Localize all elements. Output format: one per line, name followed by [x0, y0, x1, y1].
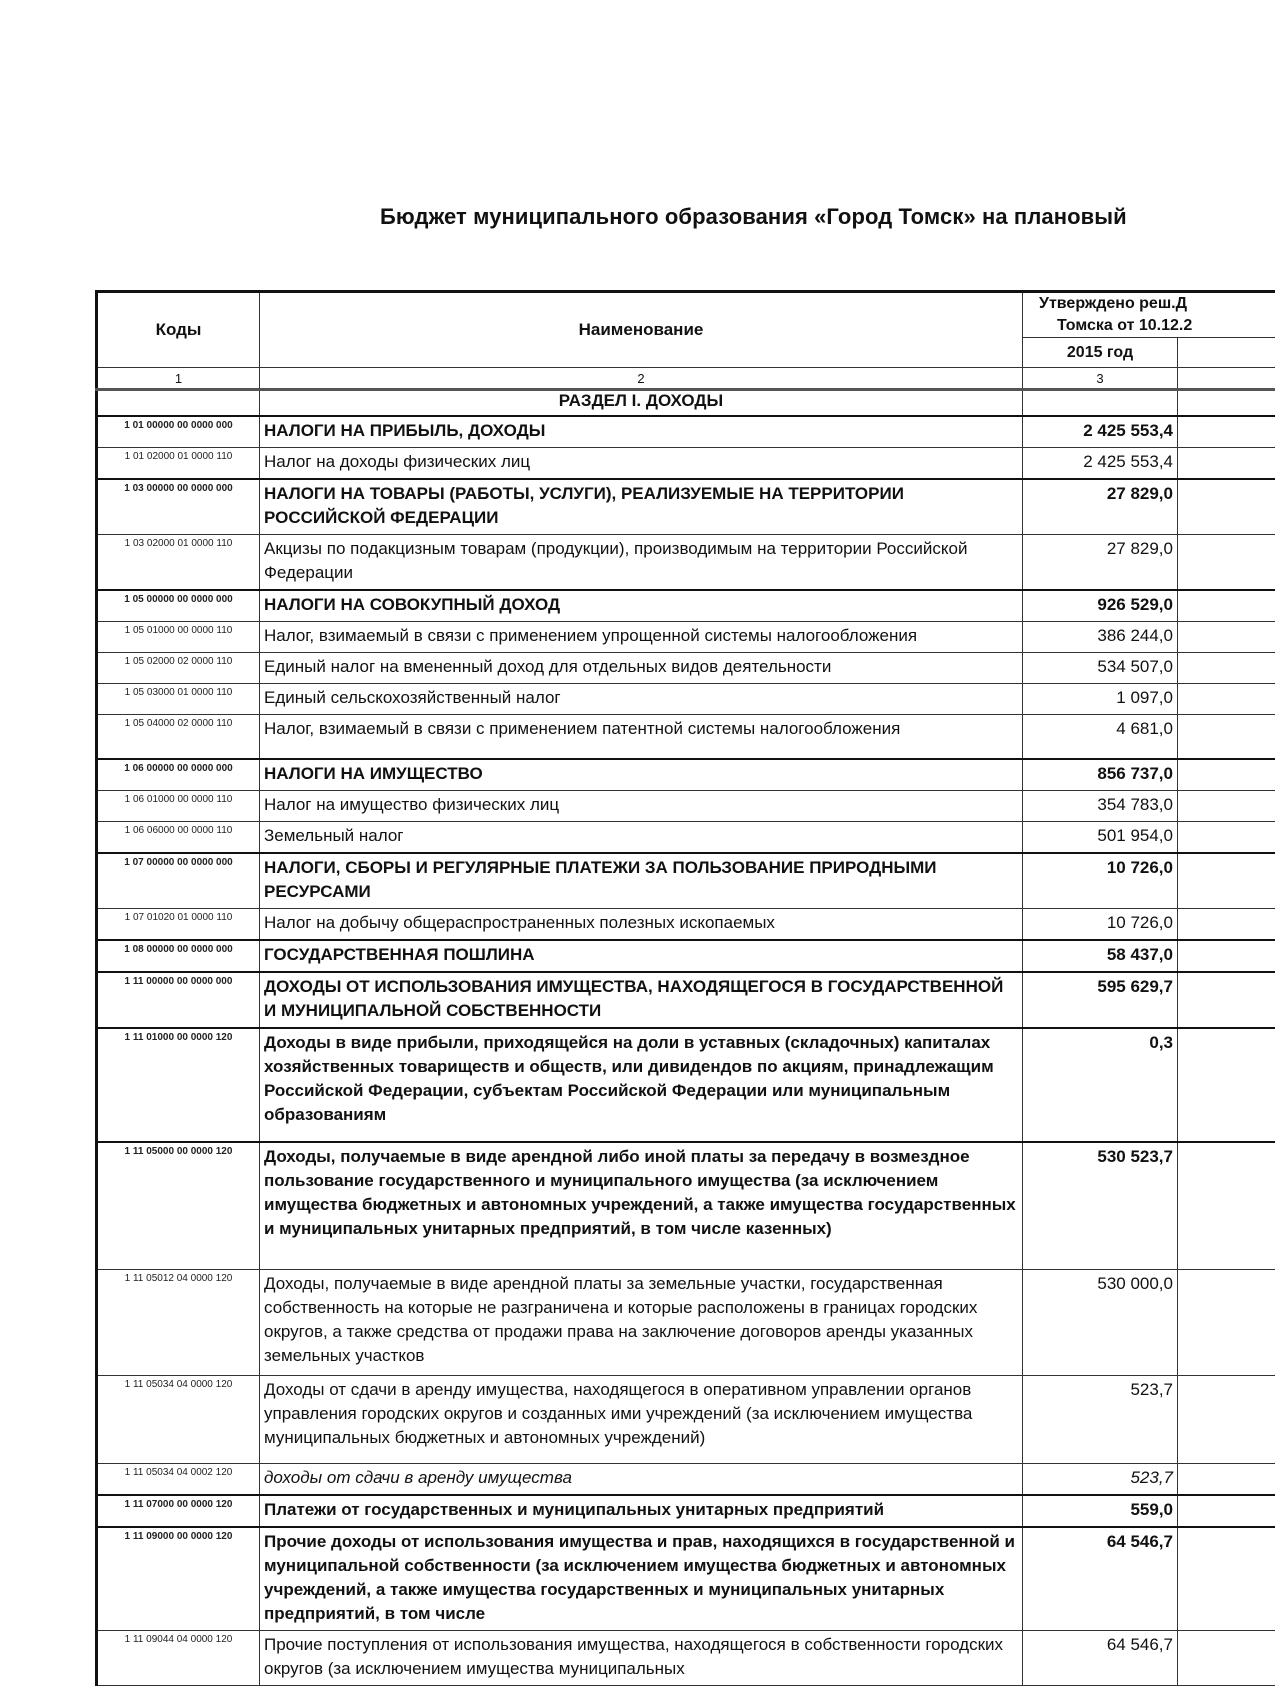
row-name: Налог на добычу общераспространенных полезных ископаемых [260, 908, 1023, 940]
table-row [97, 1028, 1275, 1142]
row-value-next [1178, 1142, 1275, 1270]
row-value-2015: 534 507,0 [1023, 653, 1178, 684]
row-code: 1 11 05012 04 0000 120 [97, 1270, 260, 1376]
table-row [97, 653, 1275, 684]
row-code: 1 05 00000 00 0000 000 [97, 590, 260, 622]
row-value-next [1178, 622, 1275, 653]
row-code: 1 06 00000 00 0000 000 [97, 759, 260, 791]
row-value-2015: 27 829,0 [1023, 535, 1178, 591]
table-row [97, 1527, 1275, 1631]
column-number-row [97, 368, 1275, 390]
row-name: Налог, взимаемый в связи с применением упрощенной системы налогообложения [260, 622, 1023, 653]
table-row [97, 479, 1275, 535]
table-row [97, 715, 1275, 759]
row-value-2015: 64 546,7 [1023, 1631, 1178, 1686]
row-value-next [1178, 416, 1275, 448]
row-value-next [1178, 790, 1275, 821]
column-number: 1 [97, 368, 260, 390]
row-code: 1 03 02000 01 0000 110 [97, 535, 260, 591]
budget-table [95, 290, 1275, 1686]
row-value-2015: 386 244,0 [1023, 622, 1178, 653]
row-code: 1 11 05034 04 0002 120 [97, 1464, 260, 1496]
row-code: 1 01 02000 01 0000 110 [97, 448, 260, 480]
header-approved-line1: Утверждено реш.Д [1039, 293, 1275, 315]
row-value-2015: 2 425 553,4 [1023, 448, 1178, 480]
row-value-2015: 501 954,0 [1023, 821, 1178, 853]
table-row [97, 1495, 1275, 1527]
row-name: Доходы, получаемые в виде арендной платы за земельные участки, государственная собственность на которые не разграничена и которые расположены в границах городских округов, а также средства от продажи права на заключение договоров аренды указанных земельных участков [260, 1270, 1023, 1376]
row-name: Налог на доходы физических лиц [260, 448, 1023, 480]
table-row [97, 1142, 1275, 1270]
row-code: 1 06 01000 00 0000 110 [97, 790, 260, 821]
row-value-next [1178, 1631, 1275, 1686]
row-value-next [1178, 715, 1275, 759]
row-value-2015: 354 783,0 [1023, 790, 1178, 821]
row-code: 1 11 07000 00 0000 120 [97, 1495, 260, 1527]
header-codes: Коды [97, 292, 260, 368]
row-name: ДОХОДЫ ОТ ИСПОЛЬЗОВАНИЯ ИМУЩЕСТВА, НАХОДЯЩЕГОСЯ В ГОСУДАРСТВЕННОЙ И МУНИЦИПАЛЬНОЙ СОБСТВЕННОСТИ [260, 972, 1023, 1028]
row-name: Единый сельскохозяйственный налог [260, 684, 1023, 715]
row-name: Доходы в виде прибыли, приходящейся на доли в уставных (складочных) капиталах хозяйственных товариществ и обществ, или дивидендов по акциям, принадлежащим Российской Федерации, субъектам Российской Федерации или муниципальным образованиям [260, 1028, 1023, 1142]
row-value-next [1178, 1464, 1275, 1496]
row-code: 1 05 01000 00 0000 110 [97, 622, 260, 653]
table-row [97, 535, 1275, 591]
row-value-2015: 58 437,0 [1023, 940, 1178, 972]
row-name: НАЛОГИ НА ИМУЩЕСТВО [260, 759, 1023, 791]
row-value-next [1178, 759, 1275, 791]
row-value-2015: 926 529,0 [1023, 590, 1178, 622]
row-name: НАЛОГИ, СБОРЫ И РЕГУЛЯРНЫЕ ПЛАТЕЖИ ЗА ПОЛЬЗОВАНИЕ ПРИРОДНЫМИ РЕСУРСАМИ [260, 853, 1023, 909]
table-row [97, 1376, 1275, 1464]
row-value-2015: 559,0 [1023, 1495, 1178, 1527]
row-value-2015: 530 523,7 [1023, 1142, 1178, 1270]
table-row [97, 416, 1275, 448]
row-code: 1 03 00000 00 0000 000 [97, 479, 260, 535]
table-row [97, 1631, 1275, 1686]
row-code: 1 05 03000 01 0000 110 [97, 684, 260, 715]
row-code: 1 05 02000 02 0000 110 [97, 653, 260, 684]
row-name: Единый налог на вмененный доход для отдельных видов деятельности [260, 653, 1023, 684]
row-value-next [1178, 653, 1275, 684]
row-code: 1 01 00000 00 0000 000 [97, 416, 260, 448]
row-value-next [1178, 1527, 1275, 1631]
row-code: 1 11 01000 00 0000 120 [97, 1028, 260, 1142]
row-value-2015: 2 425 553,4 [1023, 416, 1178, 448]
row-code: 1 11 05000 00 0000 120 [97, 1142, 260, 1270]
table-row [97, 940, 1275, 972]
table-row [97, 590, 1275, 622]
row-name: ГОСУДАРСТВЕННАЯ ПОШЛИНА [260, 940, 1023, 972]
row-value-next [1178, 972, 1275, 1028]
row-name: Доходы от сдачи в аренду имущества, находящегося в оперативном управлении органов управления городских округов и созданных ими учреждений (за исключением имущества муниципальных бюджетных и автономных учреждений) [260, 1376, 1023, 1464]
row-code: 1 11 00000 00 0000 000 [97, 972, 260, 1028]
row-name: НАЛОГИ НА ТОВАРЫ (РАБОТЫ, УСЛУГИ), РЕАЛИЗУЕМЫЕ НА ТЕРРИТОРИИ РОССИЙСКОЙ ФЕДЕРАЦИИ [260, 479, 1023, 535]
table-row [97, 790, 1275, 821]
row-value-next [1178, 1028, 1275, 1142]
row-code: 1 11 09000 00 0000 120 [97, 1527, 260, 1631]
column-number: 2 [260, 368, 1023, 390]
row-name: Прочие поступления от использования имущества, находящегося в собственности городских округов (за исключением имущества муниципальных [260, 1631, 1023, 1686]
row-name: НАЛОГИ НА СОВОКУПНЫЙ ДОХОД [260, 590, 1023, 622]
row-value-2015: 0,3 [1023, 1028, 1178, 1142]
row-value-next [1178, 535, 1275, 591]
table-row [97, 1464, 1275, 1496]
section-row [97, 390, 1275, 417]
table-row [97, 684, 1275, 715]
header-approved [1023, 292, 1275, 338]
column-number: 3 [1023, 368, 1178, 390]
row-value-next [1178, 821, 1275, 853]
column-number [1178, 368, 1275, 390]
row-value-next [1178, 1495, 1275, 1527]
row-code: 1 06 06000 00 0000 110 [97, 821, 260, 853]
table-row [97, 1270, 1275, 1376]
row-code: 1 08 00000 00 0000 000 [97, 940, 260, 972]
row-value-2015: 10 726,0 [1023, 908, 1178, 940]
row-code: 1 05 04000 02 0000 110 [97, 715, 260, 759]
row-code: 1 11 09044 04 0000 120 [97, 1631, 260, 1686]
row-code: 1 07 00000 00 0000 000 [97, 853, 260, 909]
row-value-next [1178, 940, 1275, 972]
row-value-next [1178, 1270, 1275, 1376]
row-name: Земельный налог [260, 821, 1023, 853]
row-name: Прочие доходы от использования имущества и прав, находящихся в государственной и муниципальной собственности (за исключением имущества бюджетных и автономных учреждений, а также имущества государственных и муниципальных унитарных предприятий, в том числе [260, 1527, 1023, 1631]
document-title: Бюджет муниципального образования «Город Томск» на плановый [380, 204, 1127, 230]
row-value-2015: 10 726,0 [1023, 853, 1178, 909]
row-name: доходы от сдачи в аренду имущества [260, 1464, 1023, 1496]
row-name: Налог на имущество физических лиц [260, 790, 1023, 821]
row-value-next [1178, 1376, 1275, 1464]
row-value-next [1178, 908, 1275, 940]
section-title: РАЗДЕЛ I. ДОХОДЫ [260, 390, 1023, 417]
row-value-2015: 530 000,0 [1023, 1270, 1178, 1376]
table-row [97, 622, 1275, 653]
row-code: 1 11 05034 04 0000 120 [97, 1376, 260, 1464]
row-value-next [1178, 448, 1275, 480]
header-name: Наименование [260, 292, 1023, 368]
table-row [97, 853, 1275, 909]
table-row [97, 972, 1275, 1028]
row-code: 1 07 01020 01 0000 110 [97, 908, 260, 940]
row-value-next [1178, 479, 1275, 535]
row-name: Налог, взимаемый в связи с применением патентной системы налогообложения [260, 715, 1023, 759]
row-value-2015: 64 546,7 [1023, 1527, 1178, 1631]
row-name: Доходы, получаемые в виде арендной либо иной платы за передачу в возмездное пользование государственного и муниципального имущества (за исключением имущества бюджетных и автономных учреждений, а также имущества государственных и муниципальных унитарных предприятий, в том числе казенных) [260, 1142, 1023, 1270]
header-approved-line2: Томска от 10.12.2 [1039, 315, 1275, 337]
row-value-next [1178, 853, 1275, 909]
header-year-2015: 2015 год [1023, 338, 1178, 368]
table-row [97, 908, 1275, 940]
row-value-2015: 1 097,0 [1023, 684, 1178, 715]
row-value-2015: 27 829,0 [1023, 479, 1178, 535]
table-row [97, 759, 1275, 791]
row-value-next [1178, 590, 1275, 622]
row-name: Платежи от государственных и муниципальных унитарных предприятий [260, 1495, 1023, 1527]
row-value-2015: 523,7 [1023, 1464, 1178, 1496]
row-value-2015: 856 737,0 [1023, 759, 1178, 791]
header-year-next [1178, 338, 1275, 368]
row-value-2015: 595 629,7 [1023, 972, 1178, 1028]
table-row [97, 448, 1275, 480]
row-value-2015: 523,7 [1023, 1376, 1178, 1464]
row-value-2015: 4 681,0 [1023, 715, 1178, 759]
table-row [97, 821, 1275, 853]
row-name: Акцизы по подакцизным товарам (продукции), производимым на территории Российской Федерации [260, 535, 1023, 591]
row-value-next [1178, 684, 1275, 715]
row-name: НАЛОГИ НА ПРИБЫЛЬ, ДОХОДЫ [260, 416, 1023, 448]
